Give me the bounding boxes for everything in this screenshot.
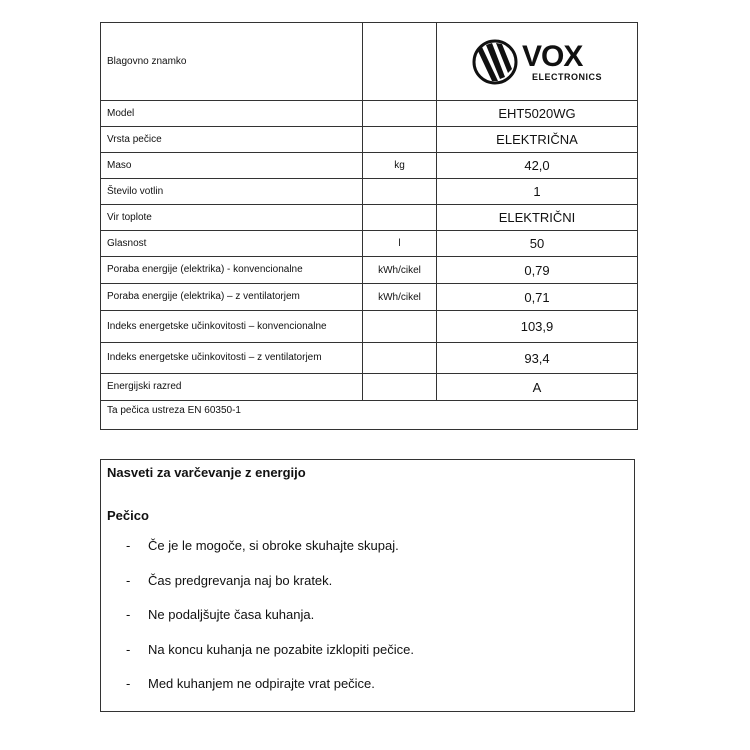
row-value: ELEKTRIČNA [437,127,638,153]
bullet-dash: - [126,641,131,657]
row-label: Vrsta pečice [101,127,363,153]
energy-spec-table [100,22,638,430]
row-value: 1 [437,179,638,205]
table-row [101,311,638,343]
table-row [101,374,638,401]
list-item [101,538,634,573]
brand-label: Blagovno znamko [101,23,363,101]
row-value: 0,71 [437,284,638,311]
table-row [101,257,638,284]
table-row [101,231,638,257]
row-value: 103,9 [437,311,638,343]
row-unit [363,205,437,231]
footer-row [101,401,638,430]
brand-tagline: ELECTRONICS [531,71,602,82]
row-label: Indeks energetske učinkovitosti – z ventilatorjem [101,343,363,374]
row-label: Model [101,101,363,127]
table-row [101,343,638,374]
table-row [101,153,638,179]
list-item [101,573,634,608]
row-value: A [437,374,638,401]
tips-subtitle: Pečico [107,508,149,523]
table-row [101,179,638,205]
table-row [101,284,638,311]
row-label: Poraba energije (elektrika) – z ventilatorjem [101,284,363,311]
list-item [101,676,634,711]
row-value: EHT5020WG [437,101,638,127]
row-label: Poraba energije (elektrika) - konvencionalne [101,257,363,284]
row-value: 50 [437,231,638,257]
standard-note: Ta pečica ustreza EN 60350-1 [101,401,638,430]
brand-name: VOX [521,39,583,73]
brand-logo-cell [437,23,638,101]
tips-title: Nasveti za varčevanje z energijo [107,465,306,480]
row-value: ELEKTRIČNI [437,205,638,231]
energy-tips-box [100,459,635,712]
vox-swirl-icon [472,39,518,85]
row-unit: kg [363,153,437,179]
row-label: Energijski razred [101,374,363,401]
row-value: 0,79 [437,257,638,284]
tip-text: Ne podaljšujte časa kuhanja. [148,607,315,622]
row-label: Maso [101,153,363,179]
row-label: Vir toplote [101,205,363,231]
row-unit [363,179,437,205]
list-item [101,642,634,677]
tip-text: Med kuhanjem ne odpirajte vrat pečice. [148,676,375,691]
brand-unit-cell [363,23,437,101]
table-row [101,101,638,127]
row-unit: kWh/cikel [363,284,437,311]
bullet-dash: - [126,607,131,622]
row-value: 42,0 [437,153,638,179]
brand-row [101,23,638,101]
row-unit [363,127,437,153]
row-label: Glasnost [101,231,363,257]
table-row [101,205,638,231]
row-unit: kWh/cikel [363,257,437,284]
tip-text: Čas predgrevanja naj bo kratek. [148,572,333,588]
row-unit [363,374,437,401]
row-unit [363,311,437,343]
list-item [101,607,634,642]
bullet-dash: - [126,572,131,588]
row-value: 93,4 [437,343,638,374]
row-unit [363,101,437,127]
table-row [101,127,638,153]
tips-list [101,538,634,711]
bullet-dash: - [126,538,131,553]
row-unit: l [363,231,437,257]
bullet-dash: - [126,676,131,691]
row-label: Število votlin [101,179,363,205]
row-unit [363,343,437,374]
row-label: Indeks energetske učinkovitosti – konvencionalne [101,311,363,343]
tip-text: Na koncu kuhanja ne pozabite izklopiti pečice. [148,641,414,657]
vox-logo [437,24,637,100]
tip-text: Če je le mogoče, si obroke skuhajte skupaj. [148,538,399,553]
